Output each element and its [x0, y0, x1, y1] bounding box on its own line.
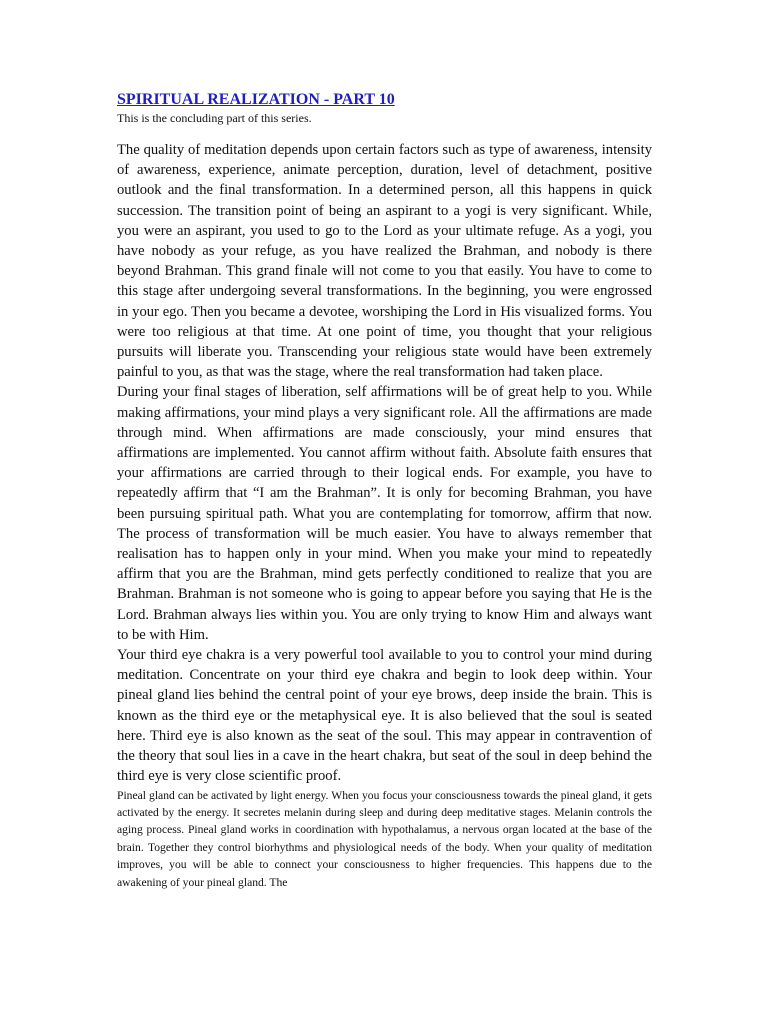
paragraph-meditation-quality: The quality of meditation depends upon certain factors such as type of awareness, intensity of awareness, experience, animate perception, duration, level of detachment, positive outlook and the final transformation. In a determined person, all this happens in quick succession. The transition point of being an aspirant to a yogi is very significant. While, you were an aspirant, you used to go to the Lord as your ultimate refuge. As a yogi, you have nobody as your refuge, as you have realized the Brahman, and nobody is there beyond Brahman. This grand finale will not come to you that easily. You have to come to this stage after undergoing several transformations. In the beginning, you were engrossed in your ego. Then you became a devotee, worshiping the Lord in His visualized forms. You were too religious at that time. At one point of time, you thought that your religious pursuits will liberate you. Transcending your religious state would have been extremely painful to you, as that was the stage, where the real transformation had taken place.: [117, 142, 652, 381]
paragraph-third-eye: Your third eye chakra is a very powerful tool available to you to control your mind during meditation. Concentrate on your third eye chakra and begin to look deep within. Your pineal gland lies behind the central point of your eye brows, deep inside the brain. This is known as the third eye or the metaphysical eye. It is also believed that the soul is seated here. Third eye is also known as the seat of the soul. This may appear in contravention of the theory that soul lies in a cave in the heart chakra, but seat of the soul in deep behind the third eye is very close scientific proof.: [117, 647, 652, 785]
document-page: [117, 90, 652, 891]
document-title: SPIRITUAL REALIZATION - PART 10: [117, 91, 395, 108]
paragraph-affirmations: During your final stages of liberation, self affirmations will be of great help to you. While making affirmations, your mind plays a very significant role. All the affirmations are made through mind. When affirmations are made consciously, your mind ensures that affirmations are implemented. You cannot affirm without faith. Absolute faith ensures that your affirmations are carried through to their logical ends. For example, you have to repeatedly affirm that “I am the Brahman”. It is only for becoming Brahman, you have been pursuing spiritual path. What you are contemplating for tomorrow, affirm that now. The process of transformation will be much easier. You have to always remember that realisation has to happen only in your mind. When you make your mind to repeatedly affirm that you are the Brahman, mind gets perfectly conditioned to realize that you are Brahman. Brahman is not someone who is going to appear before you saying that He is the Lord. Brahman always lies within you. You are only trying to know Him and always want to be with Him.: [117, 384, 652, 643]
document-subtitle: This is the concluding part of this series.: [117, 111, 312, 125]
paragraph-pineal-gland: Pineal gland can be activated by light energy. When you focus your consciousness towards the pineal gland, it gets activated by the energy. It secretes melanin during sleep and during deep meditative stages. Melanin controls the aging process. Pineal gland works in coordination with hypothalamus, a nervous organ located at the base of the brain. Together they control biorhythms and physiological needs of the body. When your quality of meditation improves, you will be able to connect your consciousness to higher frequencies. This happens due to the awakening of your pineal gland. The: [117, 788, 652, 889]
